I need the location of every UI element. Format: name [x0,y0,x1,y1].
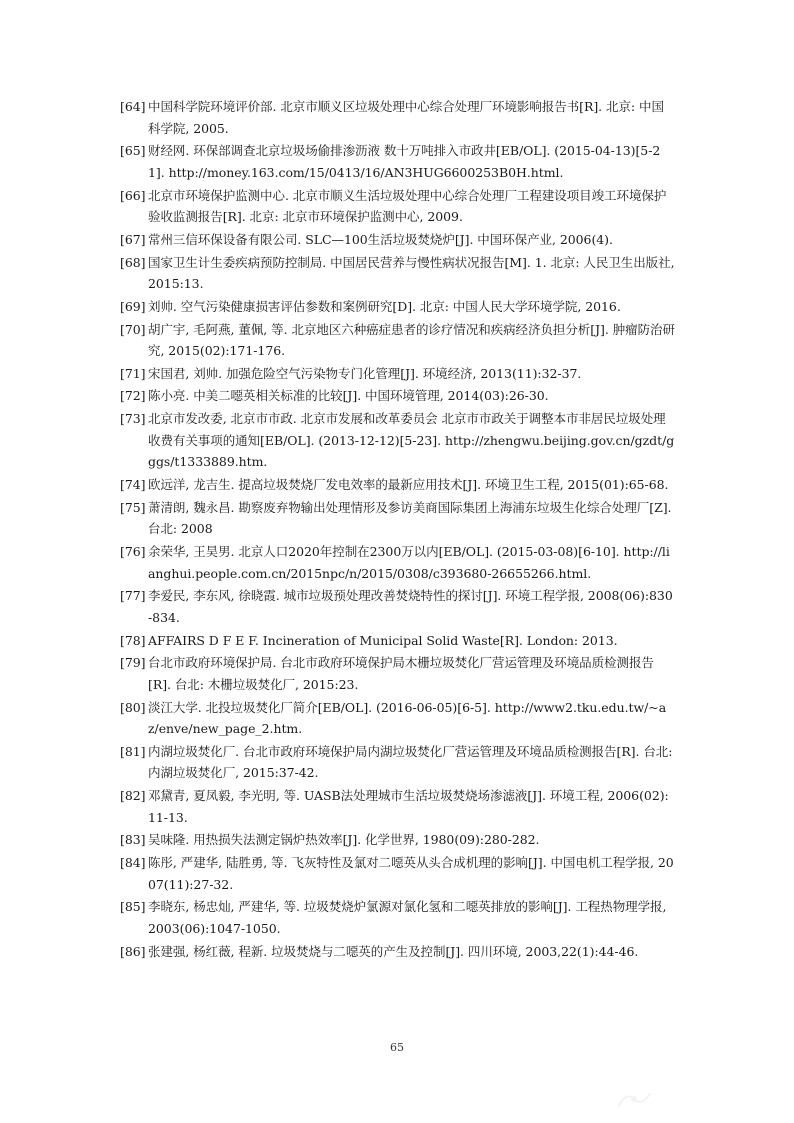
reference-item [120,630,676,652]
reference-number: [77] [120,588,146,604]
reference-number: [67] [120,231,146,247]
reference-text: 国家卫生计生委疾病预防控制局. 中国居民营养与慢性病状况报告[M]. 1. 北京: 人民卫生出版社, 2015:13. [148,254,675,292]
reference-text: 李晓东, 杨忠灿, 严建华, 等. 垃圾焚烧炉氯源对氯化氢和二噁英排放的影响[J]. 工程热物理学报, 2003(06):1047-1050. [148,899,667,936]
reference-text: 胡广宇, 毛阿燕, 董佩, 等. 北京地区六种癌症患者的诊疗情况和疾病经济负担分析[J]. 肿瘤防治研究, 2015(02):171-176. [148,321,675,359]
reference-number: [82] [120,788,146,804]
reference-text: 余荣华, 王昊男. 北京人口2020年控制在2300万以内[EB/OL]. (2015-03-08)[6-10]. http://lianghui.people.com.cn/2015npc/n/2015/0308/c393680-26655266.html. [148,544,670,581]
reference-item [120,941,676,963]
reference-number: [71] [120,365,146,381]
reference-item [120,829,676,851]
reference-text: 宋国君, 刘帅. 加强危险空气污染物专门化管理[J]. 环境经济, 2013(11):32-37. [148,365,582,381]
page-number: 65 [390,1041,404,1054]
reference-number: [64] [120,99,146,114]
reference-item [120,474,676,496]
reference-item [120,541,676,584]
reference-text: 淡江大学. 北投垃圾焚化厂简介[EB/OL]. (2016-06-05)[6-5]. http://www2.tku.edu.tw/~az/enve/new_page_2.htm. [148,699,667,737]
reference-number: [69] [120,298,146,314]
reference-text: AFFAIRS D F E F. Incineration of Municipal Solid Waste[R]. London: 2013. [148,632,618,648]
reference-text: 陈彤, 严建华, 陆胜勇, 等. 飞灰特性及氯对二噁英从头合成机理的影响[J]. 中国电机工程学报, 2007(11):27-32. [148,855,674,892]
reference-text: 刘帅. 空气污染健康损害评估参数和案例研究[D]. 北京: 中国人民大学环境学院, 2016. [148,298,621,314]
reference-item [120,896,676,939]
reference-number: [80] [120,699,146,715]
reference-list [120,96,676,963]
reference-number: [70] [120,321,146,337]
reference-number: [65] [120,143,146,159]
reference-text: 张建强, 杨红薇, 程新. 垃圾焚烧与二噁英的产生及控制[J]. 四川环境, 2003,22(1):44-46. [148,943,639,959]
reference-number: [81] [120,743,146,759]
reference-text: 邓黛青, 夏凤毅, 李光明, 等. UASB法处理城市生活垃圾焚烧场渗滤液[J]. 环境工程, 2006(02):11-13. [148,788,669,825]
reference-number: [68] [120,254,146,270]
reference-number: [78] [120,632,146,648]
reference-item [120,140,676,183]
reference-item [120,385,676,407]
reference-item [120,185,676,228]
reference-text: 欧远洋, 龙吉生. 提高垃圾焚烧厂发电效率的最新应用技术[J]. 环境卫生工程, 2015(01):65-68. [148,477,669,493]
reference-item [120,96,676,139]
reference-item [120,229,676,251]
reference-number: [83] [120,832,146,848]
reference-item [120,296,676,318]
reference-number: [73] [120,411,146,427]
reference-item [120,497,676,540]
reference-number: [72] [120,388,146,404]
reference-number: [86] [120,943,146,959]
reference-number: [75] [120,499,146,515]
reference-number: [74] [120,477,146,493]
reference-number: [76] [120,544,146,559]
reference-item [120,741,676,784]
reference-text: 中国科学院环境评价部. 北京市顺义区垃圾处理中心综合处理厂环境影响报告书[R]. 北京: 中国科学院, 2005. [148,99,664,136]
reference-item [120,697,676,740]
reference-item [120,585,676,628]
reference-text: 常州三信环保设备有限公司. SLC—100生活垃圾焚烧炉[J]. 中国环保产业, 2006(4). [148,231,613,247]
reference-item [120,652,676,695]
reference-text: 北京市发改委, 北京市市政. 北京市发展和改革委员会 北京市市政关于调整本市非居民垃圾处理收费有关事项的通知[EB/OL]. (2013-12-12)[5-23]. http://zhengwu.beijing.gov.cn/gzdt/gggs/t1333889.htm. [148,411,675,470]
reference-text: 吴味隆. 用热损失法测定锅炉热效率[J]. 化学世界, 1980(09):280-282. [148,832,540,848]
reference-text: 萧清朗, 魏永昌. 勘察废弃物输出处理情形及参访美商国际集团上海浦东垃圾生化综合处理厂[Z]. 台北: 2008 [148,499,672,537]
reference-text: 财经网. 环保部调查北京垃圾场偷排渗沥液 数十万吨排入市政井[EB/OL]. (2015-04-13)[5-21]. http://money.163.com/15/0413/16/AN3HUG6600253B0H.html. [148,143,661,180]
reference-item [120,363,676,385]
reference-text: 台北市政府环境保护局. 台北市政府环境保护局木栅垃圾焚化厂营运管理及环境品质检测报告[R]. 台北: 木栅垃圾焚化厂, 2015:23. [148,655,654,692]
watermark-icon [614,1085,654,1115]
reference-number: [84] [120,855,146,871]
reference-number: [66] [120,187,146,203]
reference-item [120,785,676,828]
reference-number: [79] [120,655,146,671]
reference-text: 内湖垃圾焚化厂. 台北市政府环境保护局内湖垃圾焚化厂营运管理及环境品质检测报告[R]. 台北: 内湖垃圾焚化厂, 2015:37-42. [148,743,673,781]
reference-text: 陈小亮. 中美二噁英相关标准的比较[J]. 中国环境管理, 2014(03):26-30. [148,388,549,404]
reference-item [120,852,676,895]
reference-item [120,319,676,362]
reference-item [120,408,676,473]
reference-number: [85] [120,899,146,915]
reference-text: 北京市环境保护监测中心. 北京市顺义生活垃圾处理中心综合处理厂工程建设项目竣工环境保护验收监测报告[R]. 北京: 北京市环境保护监测中心, 2009. [148,187,667,225]
reference-item [120,252,676,295]
reference-text: 李爱民, 李东风, 徐晓霞. 城市垃圾预处理改善焚烧特性的探讨[J]. 环境工程学报, 2008(06):830-834. [148,588,673,625]
